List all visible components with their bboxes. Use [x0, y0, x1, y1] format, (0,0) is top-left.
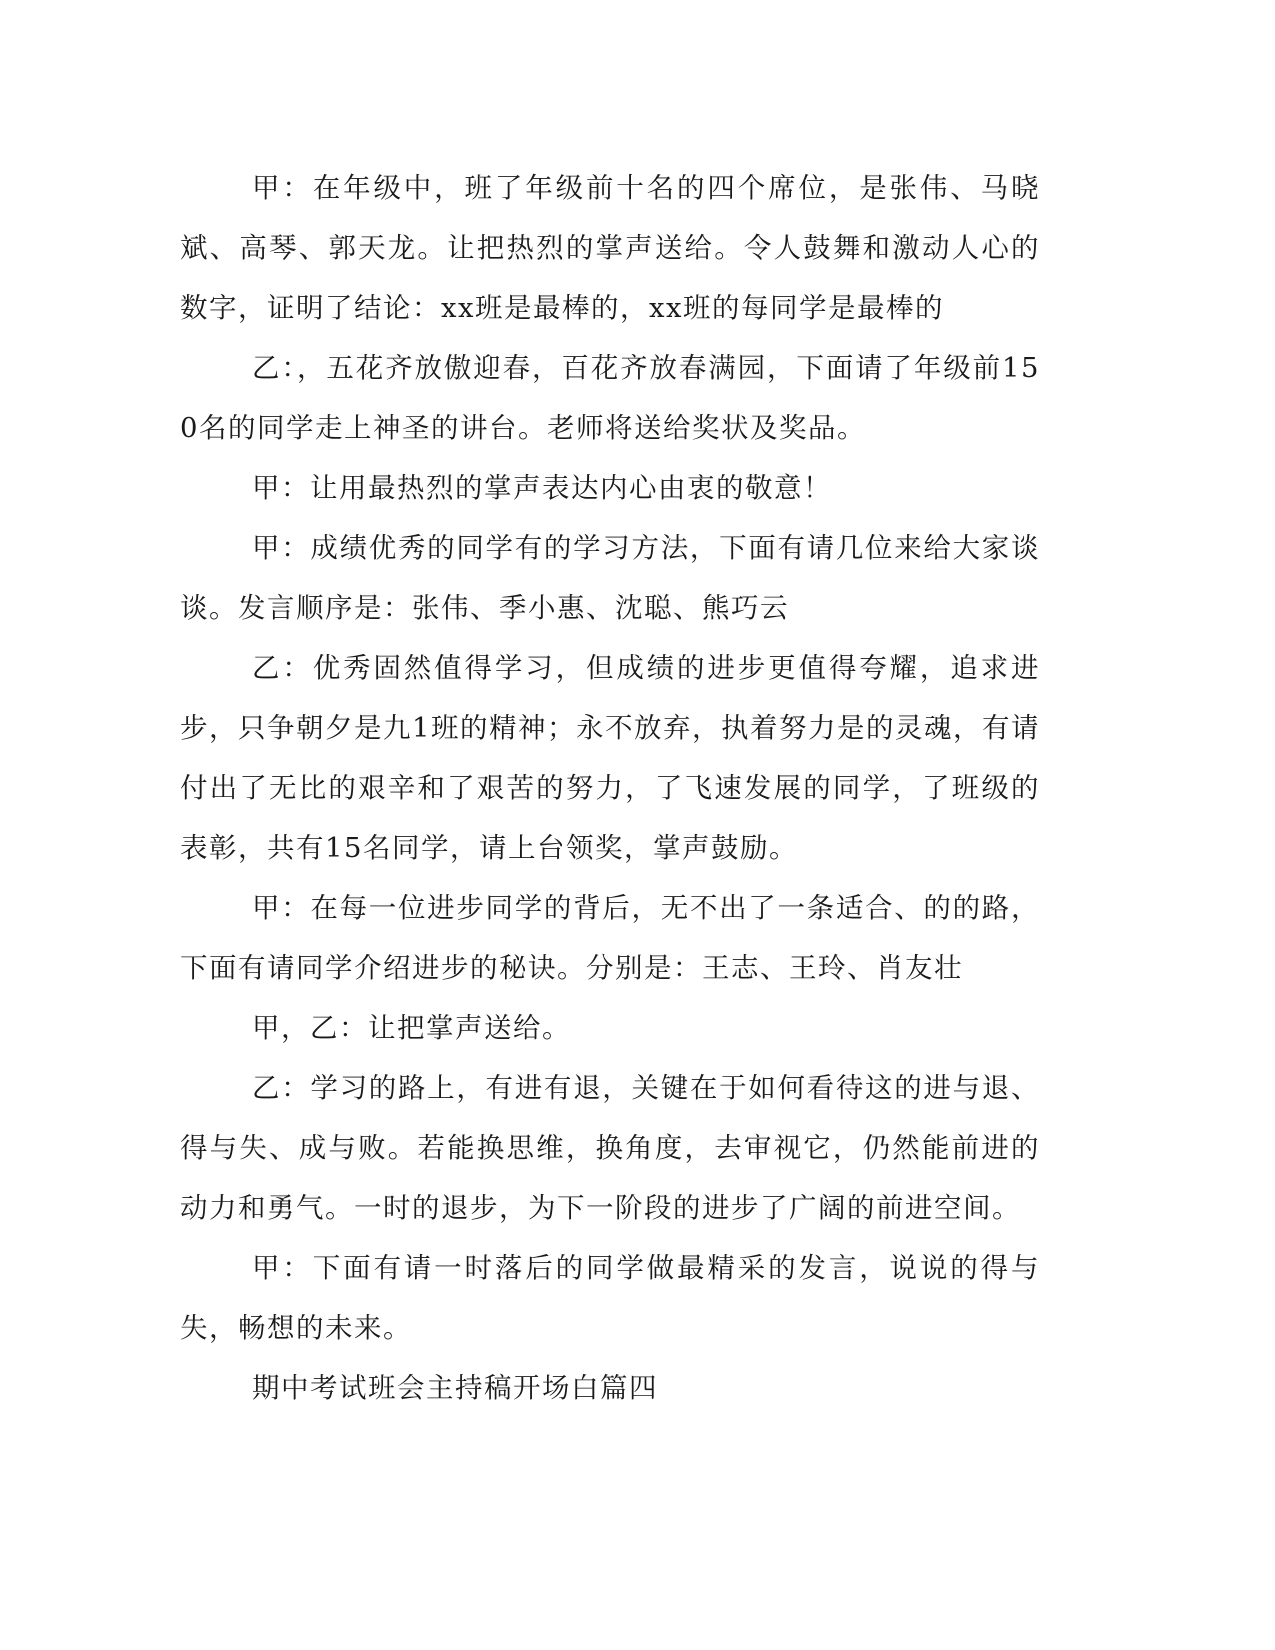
section-heading-part-four: 期中考试班会主持稿开场白篇四	[252, 1372, 658, 1404]
document-body	[180, 158, 1040, 1418]
paragraph-progress-awards: 乙：优秀固然值得学习，但成绩的进步更值得夸耀，追求进步，只争朝夕是九1班的精神；永不放弃，执着努力是的灵魂，有请付出了无比的艰辛和了艰苦的努力，了飞速发展的同学，了班级的表彰，共有15名同学，请上台领奖，掌声鼓励。	[180, 652, 1040, 864]
paragraph-lagging-students: 甲：下面有请一时落后的同学做最精采的发言，说说的得与失，畅想的未来。	[180, 1252, 1040, 1344]
paragraph-ranking-announcement: 甲：在年级中，班了年级前十名的四个席位，是张伟、马晓斌、高琴、郭天龙。让把热烈的掌声送给。令人鼓舞和激动人心的数字，证明了结论：xx班是最棒的，xx班的每同学是最棒的	[180, 172, 1040, 324]
paragraph-study-methods: 甲：成绩优秀的同学有的学习方法，下面有请几位来给大家谈谈。发言顺序是：张伟、季小惠、沈聪、熊巧云	[180, 532, 1040, 624]
paragraph-top-150-awards: 乙：，五花齐放傲迎春，百花齐放春满园，下面请了年级前150名的同学走上神圣的讲台。老师将送给奖状及奖品。	[180, 352, 1040, 444]
paragraph-applause: 甲：让用最热烈的掌声表达内心由衷的敬意！	[252, 472, 832, 504]
paragraph-joint-applause: 甲，乙：让把掌声送给。	[252, 1012, 571, 1044]
paragraph-advance-retreat: 乙：学习的路上，有进有退，关键在于如何看待这的进与退、得与失、成与败。若能换思维，换角度，去审视它，仍然能前进的动力和勇气。一时的退步，为下一阶段的进步了广阔的前进空间。	[180, 1072, 1040, 1224]
paragraph-progress-secrets: 甲：在每一位进步同学的背后，无不出了一条适合、的的路，下面有请同学介绍进步的秘诀。分别是：王志、王玲、肖友壮	[180, 892, 1040, 984]
